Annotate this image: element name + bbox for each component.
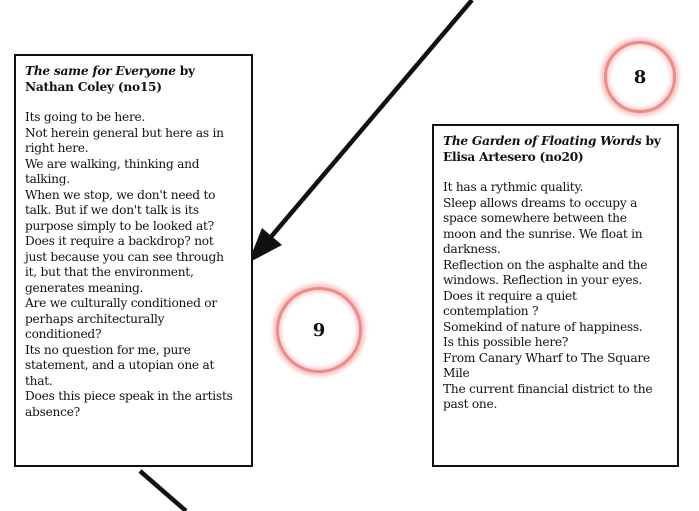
- note-line: Reflection on the asphalte and the: [443, 257, 648, 272]
- note-line: contemplation ?: [443, 304, 539, 318]
- note-line: purpose simply to be looked at?: [25, 218, 214, 233]
- note-line: When we stop, we don't need to: [25, 187, 216, 202]
- note-line: statement, and a utopian one at: [25, 358, 215, 372]
- artwork-title: The Garden of Floating Words: [443, 134, 642, 148]
- note-line: We are walking, thinking and: [25, 156, 200, 171]
- artwork-notes: [25, 110, 242, 420]
- note-line: moon and the sunrise. We float in: [443, 226, 643, 241]
- note-line: Does it require a backdrop? not: [25, 234, 214, 248]
- note-line: From Canary Wharf to The Square: [443, 350, 650, 365]
- note-line: Sleep allows dreams to occupy a: [443, 195, 638, 210]
- note-line: darkness.: [443, 242, 501, 256]
- route-exit-line: [140, 471, 186, 511]
- note-line: talk. But if we don't talk is its: [25, 203, 199, 217]
- note-line: space somewhere between the: [443, 211, 627, 225]
- note-line: windows. Reflection in your eyes.: [443, 273, 643, 287]
- stop-number: 9: [312, 319, 326, 341]
- note-line: Somekind of nature of happiness.: [443, 319, 643, 334]
- artwork-heading: [25, 64, 242, 95]
- note-line: Are we culturally conditioned or: [25, 296, 217, 310]
- artwork-notes: [443, 180, 668, 413]
- note-line: perhaps architecturally: [25, 311, 165, 326]
- note-line: right here.: [25, 141, 89, 155]
- artwork-note-card: [432, 124, 679, 467]
- note-line: Its no question for me, pure: [25, 342, 191, 357]
- note-line: Its going to be here.: [25, 110, 146, 124]
- stop-marker-8: [604, 41, 676, 113]
- artwork-note-card: [14, 54, 253, 467]
- artist-name: Nathan Coley (no15): [25, 79, 162, 94]
- note-line: The current financial district to the: [443, 381, 653, 396]
- byline-connector: by: [179, 64, 195, 78]
- note-line: generates meaning.: [25, 280, 144, 295]
- note-line: Is this possible here?: [443, 335, 569, 349]
- stop-marker-9: [276, 287, 362, 373]
- artwork-title: The same for Everyone: [25, 64, 176, 78]
- byline-connector: by: [645, 134, 661, 148]
- artwork-heading: [443, 134, 668, 165]
- note-line: Does it require a quiet: [443, 288, 577, 303]
- note-line: Mile: [443, 366, 470, 380]
- note-line: Does this piece speak in the artists: [25, 389, 233, 403]
- note-line: conditioned?: [25, 327, 102, 341]
- artist-name: Elisa Artesero (no20): [443, 149, 584, 164]
- note-line: past one.: [443, 397, 498, 411]
- note-line: talking.: [25, 172, 70, 186]
- note-line: that.: [25, 373, 53, 388]
- note-line: it, but that the environment,: [25, 265, 194, 279]
- stop-number: 8: [633, 66, 647, 88]
- note-line: absence?: [25, 404, 80, 419]
- note-line: Not herein general but here as in: [25, 125, 224, 140]
- note-line: It has a rythmic quality.: [443, 180, 584, 194]
- note-line: just because you can see through: [25, 249, 224, 264]
